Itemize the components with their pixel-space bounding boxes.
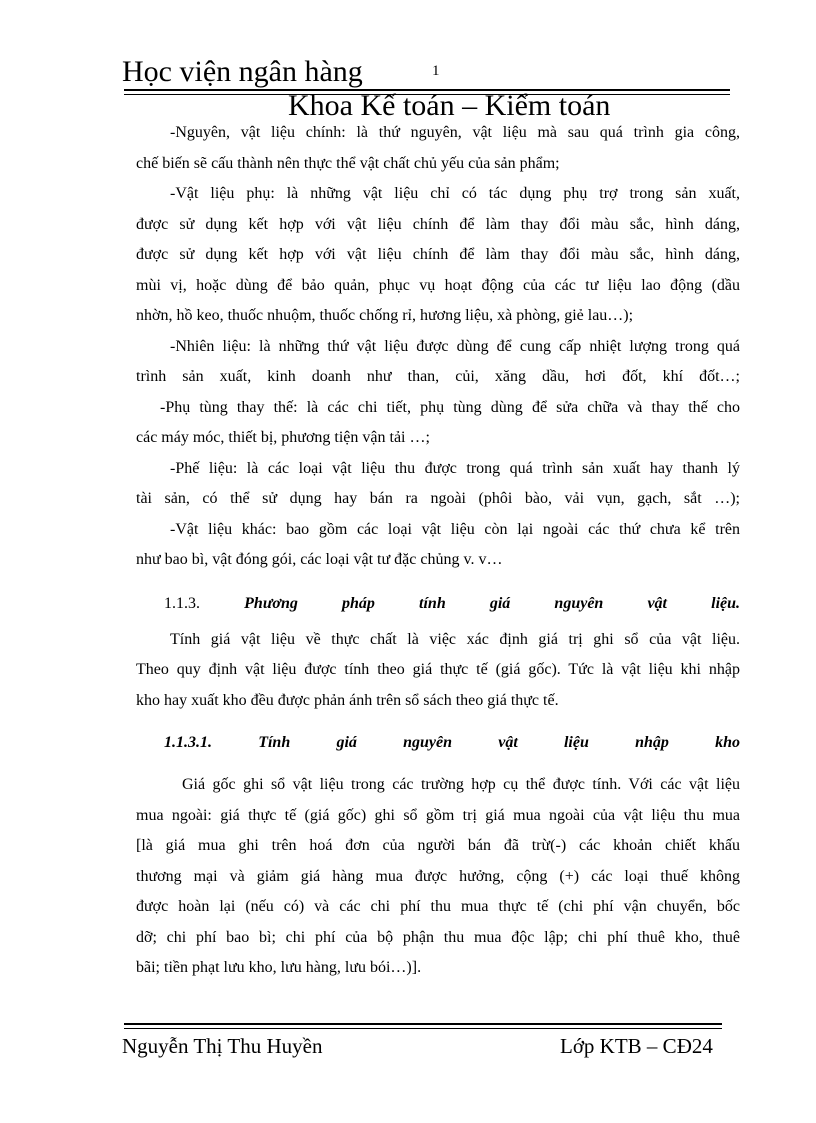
spacer [136, 716, 740, 728]
section-number: 1.1.3. [164, 594, 200, 612]
header-institution: Học viện ngân hàng [122, 55, 363, 88]
footer-rule-thin [124, 1028, 722, 1029]
section-heading [136, 589, 740, 619]
body-line: dỡ; chi phí bao bì; chi phí của bộ phận thu mua độc lập; chi phí thuê kho, thuê [136, 928, 740, 946]
spacer [136, 758, 740, 770]
spacer [136, 576, 740, 589]
header-department: Khoa Kế toán – Kiểm toán [288, 89, 611, 122]
subsection-heading: 1.1.3.1. Tính giá nguyên vật liệu nhập kho [164, 734, 740, 751]
body-line: -Nguyên, vật liệu chính: là thứ nguyên, vật liệu mà sau quá trình gia công, [170, 124, 740, 141]
body-line: Giá gốc ghi sổ vật liệu trong các trường hợp cụ thể được tính. Với các vật liệu [182, 776, 740, 793]
footer-rule-thick [124, 1023, 722, 1025]
body-line: [là giá mua ghi trên hoá đơn của người bán đã trừ(-) các khoản chiết khấu [136, 837, 740, 854]
document-body [136, 118, 740, 984]
body-line: bãi; tiền phạt lưu kho, lưu hàng, lưu bói…)]. [136, 959, 422, 976]
page-number: 1 [432, 63, 440, 79]
body-line: các máy móc, thiết bị, phương tiện vận tải …; [136, 429, 430, 446]
body-line: -Phụ tùng thay thế: là các chi tiết, phụ tùng dùng để sửa chữa và thay thế cho [160, 398, 740, 416]
body-line: Tính giá vật liệu về thực chất là việc xác định giá trị ghi sổ của vật liệu. [170, 630, 740, 648]
body-line: được hoàn lại (nếu có) và các chi phí thu mua thực tế (chi phí vận chuyển, bốc [136, 898, 740, 915]
body-line: kho hay xuất kho đều được phản ánh trên sổ sách theo giá thực tế. [136, 691, 559, 709]
body-line: thương mại và giảm giá hàng mua được hưởng, cộng (+) các loại thuế không [136, 867, 740, 885]
footer-class: Lớp KTB – CĐ24 [560, 1034, 713, 1058]
body-line: mua ngoài: giá thực tế (giá gốc) ghi sổ gồm trị giá mua ngoài của vật liệu thu mua [136, 806, 740, 824]
body-line: -Vật liệu khác: bao gồm các loại vật liệu còn lại ngoài các thứ chưa kể trên [170, 520, 740, 538]
body-line: nhờn, hồ keo, thuốc nhuộm, thuốc chống rỉ, hương liệu, xà phòng, giẻ lau…); [136, 307, 634, 324]
body-line: mùi vị, hoặc dùng để bảo quản, phục vụ hoạt động của các tư liệu lao động (dầu [136, 276, 740, 294]
body-line: được sử dụng kết hợp với vật liệu chính để làm thay đổi màu sắc, hình dáng, [136, 246, 740, 263]
section-title: Phương pháp tính giá nguyên vật liệu. [244, 594, 741, 612]
body-line: như bao bì, vật đóng gói, các loại vật tư đặc chủng v. v… [136, 551, 503, 568]
body-line: trình sản xuất, kinh doanh như than, củi, xăng dầu, hơi đốt, khí đốt…; [136, 368, 740, 385]
body-line: được sử dụng kết hợp với vật liệu chính để làm thay đổi màu sắc, hình dáng, [136, 215, 740, 233]
body-line: chế biến sẽ cấu thành nên thực thể vật chất chủ yếu của sản phẩm; [136, 154, 560, 172]
body-line: tài sản, có thể sử dụng hay bán ra ngoài (phôi bào, vải vụn, gạch, sắt …); [136, 490, 740, 507]
body-line: -Vật liệu phụ: là những vật liệu chỉ có tác dụng phụ trợ trong sản xuất, [170, 185, 740, 202]
footer-author: Nguyễn Thị Thu Huyền [122, 1034, 323, 1058]
body-line: -Phế liệu: là các loại vật liệu thu được trong quá trình sản xuất hay thanh lý [170, 459, 740, 477]
body-line: Theo quy định vật liệu được tính theo giá thực tế (giá gốc). Tức là vật liệu khi nhập [136, 661, 740, 678]
body-line: -Nhiên liệu: là những thứ vật liệu được dùng để cung cấp nhiệt lượng trong quá [170, 337, 740, 355]
